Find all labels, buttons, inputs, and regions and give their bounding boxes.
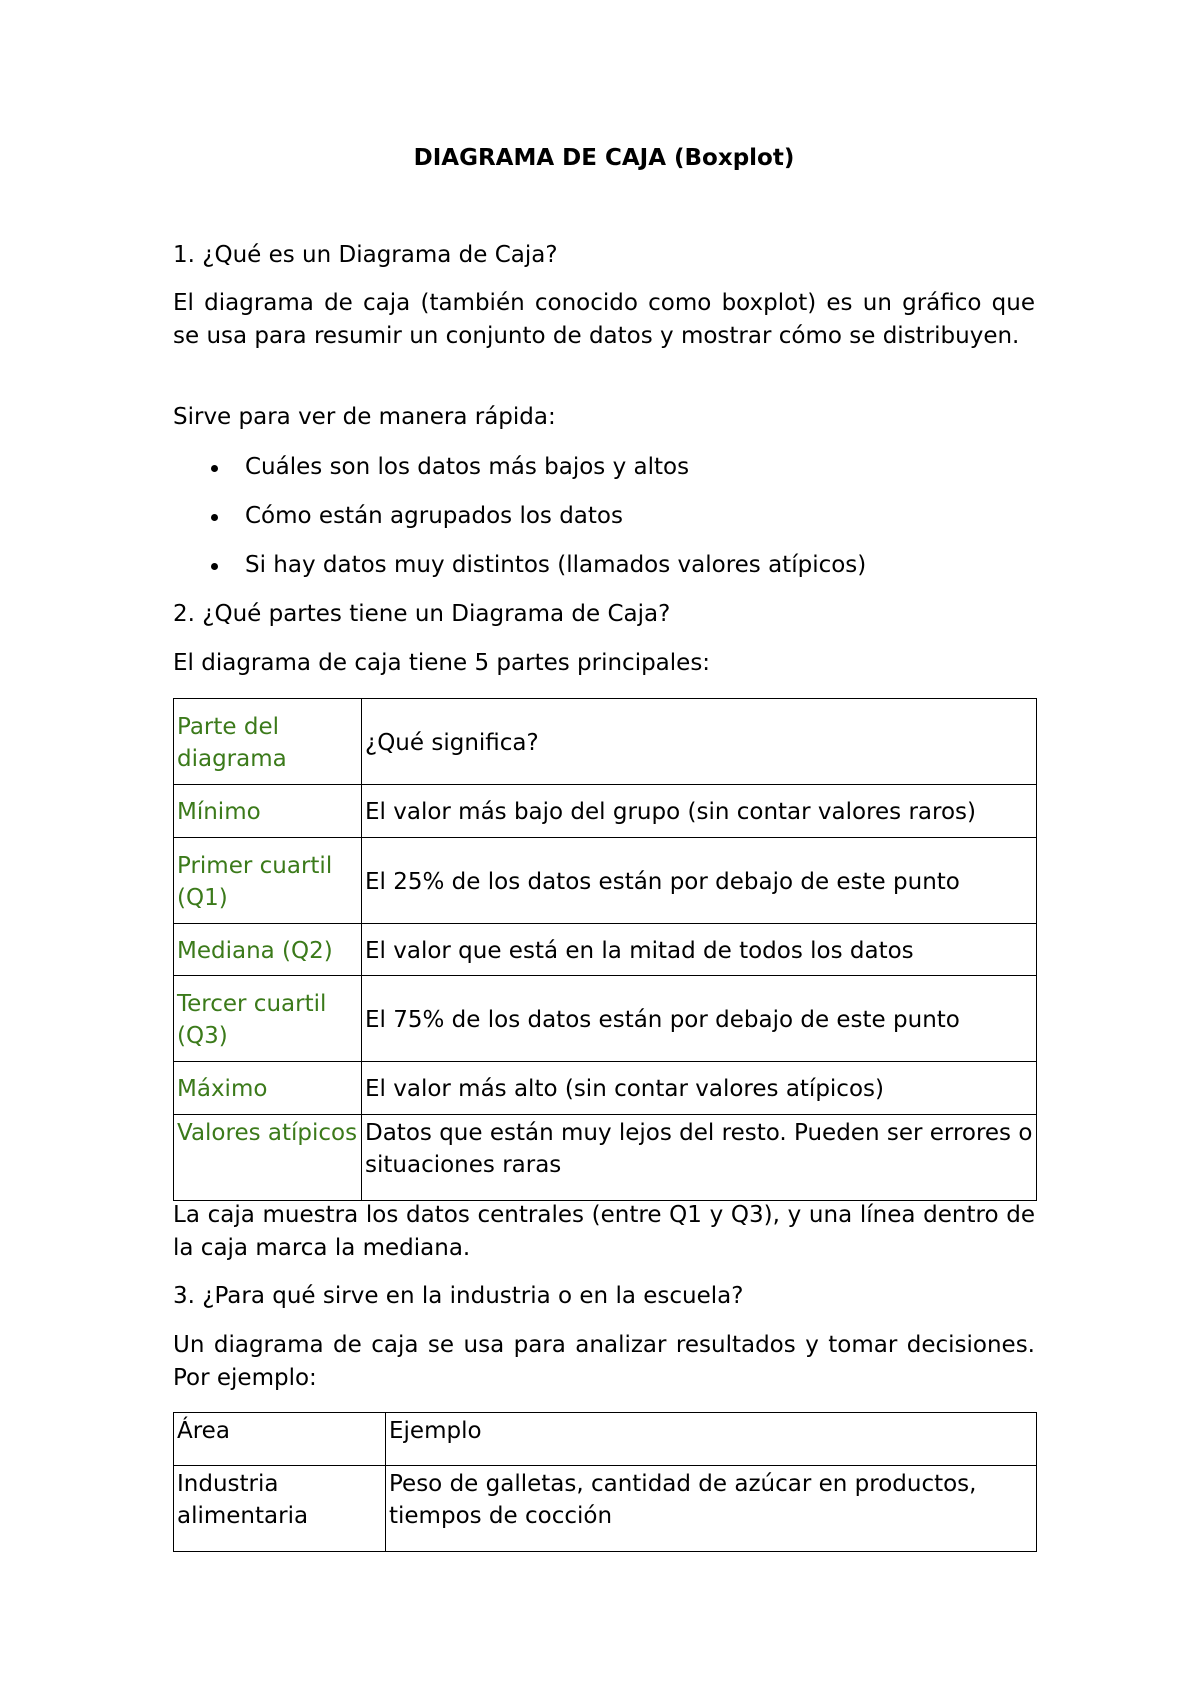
examples-table-block xyxy=(173,1412,1035,1552)
section-2 xyxy=(173,598,1035,631)
table-header-row xyxy=(174,699,1037,785)
table-cell-meaning: El valor que está en la mitad de todos los datos xyxy=(362,924,1037,976)
list-item xyxy=(173,549,1035,598)
bullet-icon xyxy=(211,465,218,472)
table-header-cell: Ejemplo xyxy=(386,1413,1037,1466)
table-header-cell: Área xyxy=(174,1413,386,1466)
parts-table xyxy=(173,698,1037,1201)
parts-table-block xyxy=(173,698,1035,1201)
table-cell-meaning: Datos que están muy lejos del resto. Pueden ser errores o situaciones raras xyxy=(362,1115,1037,1201)
document-title: DIAGRAMA DE CAJA (Boxplot) xyxy=(413,145,795,171)
table-row xyxy=(174,1062,1037,1115)
table-header-cell: Parte del diagrama xyxy=(174,699,362,785)
table-row xyxy=(174,1466,1037,1552)
section-3 xyxy=(173,1280,1035,1313)
table-cell-part: Máximo xyxy=(174,1062,362,1115)
bullet-list-block xyxy=(173,451,1035,598)
section-2-intro: El diagrama de caja tiene 5 partes principales: xyxy=(173,650,711,676)
list-item xyxy=(173,500,1035,549)
bullet-text: Cómo están agrupados los datos xyxy=(245,503,623,529)
table-cell-part: Mínimo xyxy=(174,785,362,838)
list-item xyxy=(173,451,1035,500)
section-2-heading: 2. ¿Qué partes tiene un Diagrama de Caja? xyxy=(173,601,671,627)
table-row xyxy=(174,924,1037,976)
table-header-cell: ¿Qué significa? xyxy=(362,699,1037,785)
table-row xyxy=(174,838,1037,924)
bullet-text: Si hay datos muy distintos (llamados valores atípicos) xyxy=(245,552,867,578)
section-2-after: La caja muestra los datos centrales (entre Q1 y Q3), y una línea dentro de la caja marca la mediana. xyxy=(173,1202,1035,1261)
table-header-row xyxy=(174,1413,1037,1466)
section-3-intro-block xyxy=(173,1329,1035,1395)
table-cell-part: Primer cuartil (Q1) xyxy=(174,838,362,924)
table-row xyxy=(174,976,1037,1062)
table-row xyxy=(174,785,1037,838)
section-1-heading: 1. ¿Qué es un Diagrama de Caja? xyxy=(173,242,558,268)
section-2-intro-block xyxy=(173,647,1035,680)
bullet-icon xyxy=(211,563,218,570)
table-cell-meaning: El 75% de los datos están por debajo de este punto xyxy=(362,976,1037,1062)
section-2-after-block xyxy=(173,1199,1035,1265)
section-1-intro: Sirve para ver de manera rápida: xyxy=(173,404,556,430)
section-1-body xyxy=(173,287,1035,353)
table-cell-meaning: El valor más bajo del grupo (sin contar valores raros) xyxy=(362,785,1037,838)
table-row xyxy=(174,1115,1037,1201)
table-cell-area: Industria alimentaria xyxy=(174,1466,386,1552)
table-cell-example: Peso de galletas, cantidad de azúcar en productos, tiempos de cocción xyxy=(386,1466,1037,1552)
section-3-intro: Un diagrama de caja se usa para analizar resultados y tomar decisiones. Por ejemplo: xyxy=(173,1332,1035,1391)
bullet-icon xyxy=(211,514,218,521)
table-cell-part: Tercer cuartil (Q3) xyxy=(174,976,362,1062)
bullet-list xyxy=(173,451,1035,598)
section-1-intro-block xyxy=(173,401,1035,434)
section-1 xyxy=(173,239,1035,272)
examples-table xyxy=(173,1412,1037,1552)
table-cell-meaning: El 25% de los datos están por debajo de este punto xyxy=(362,838,1037,924)
table-cell-part: Mediana (Q2) xyxy=(174,924,362,976)
table-cell-part: Valores atípicos xyxy=(174,1115,362,1201)
section-3-heading: 3. ¿Para qué sirve en la industria o en la escuela? xyxy=(173,1283,744,1309)
table-cell-meaning: El valor más alto (sin contar valores atípicos) xyxy=(362,1062,1037,1115)
section-1-paragraph: El diagrama de caja (también conocido como boxplot) es un gráfico que se usa para resumir un conjunto de datos y mostrar cómo se distribuyen. xyxy=(173,290,1035,349)
bullet-text: Cuáles son los datos más bajos y altos xyxy=(245,454,690,480)
